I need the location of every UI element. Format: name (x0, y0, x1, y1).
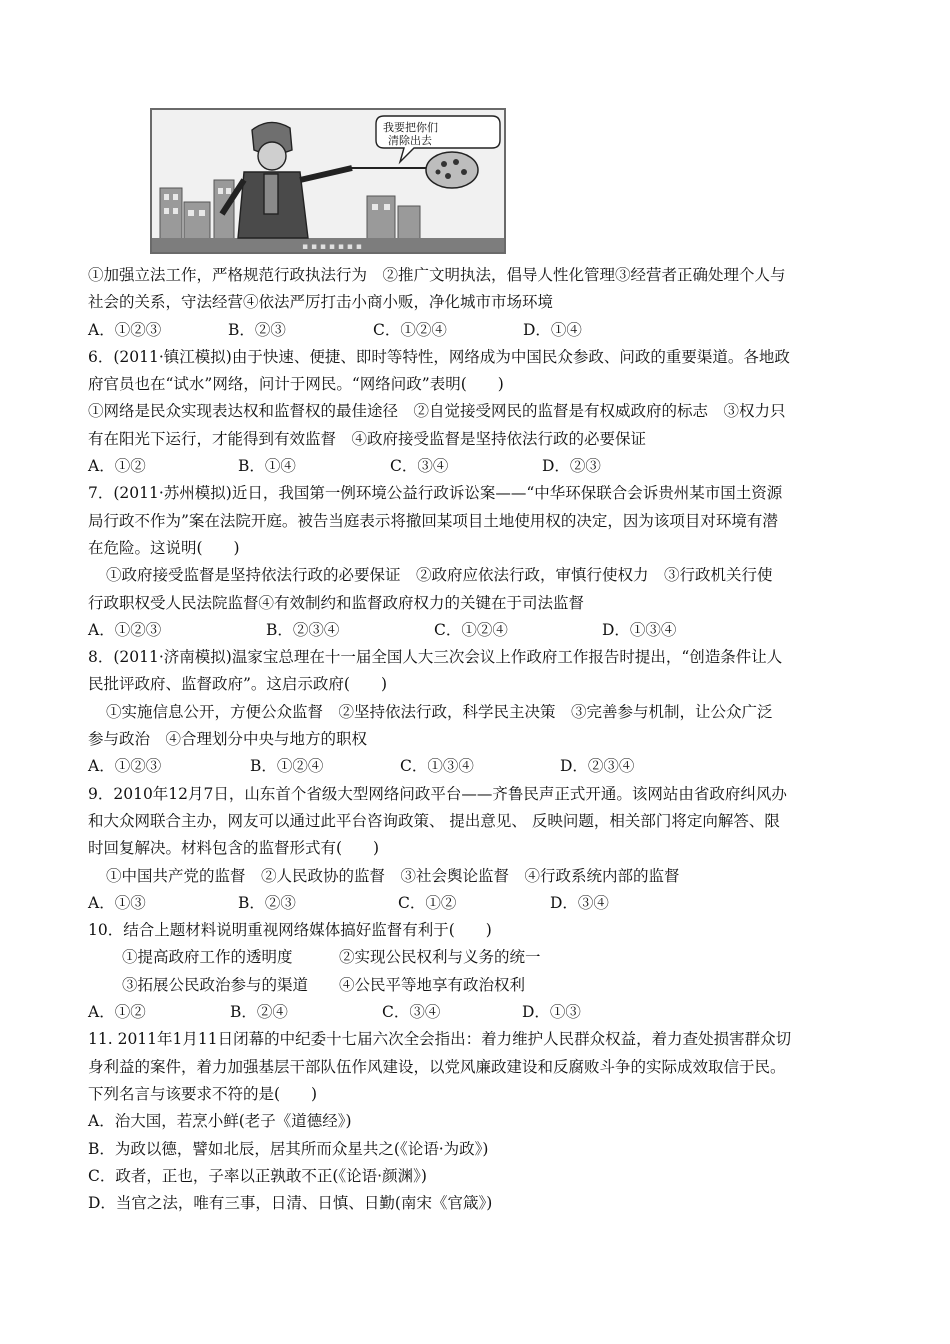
q9-option-b[interactable]: B．②③ (238, 893, 296, 912)
q5-option-a[interactable]: A．①②③ (88, 320, 162, 339)
q11-option-d[interactable]: D．当官之法，唯有三事，日清、日慎、日勤(南宋《官箴》) (88, 1194, 493, 1213)
q11-stem-line: 下列名言与该要求不符的是( ) (88, 1084, 318, 1103)
q9-options (88, 890, 878, 917)
question-content (88, 262, 878, 1217)
bubble-text-line1: 我要把你们 (383, 121, 438, 134)
q7-option-c[interactable]: C．①②④ (434, 620, 508, 639)
q9-option-a[interactable]: A．①③ (88, 893, 146, 912)
bubble-text-line2: 清除出去 (388, 134, 432, 147)
q6-statement-line: ①网络是民众实现表达权和监督权的最佳途径 ②自觉接受网民的监督是有权威政府的标志 ③权力只 (88, 402, 786, 421)
q9-stem-line: 时回复解决。材料包含的监督形式有( ) (88, 839, 380, 858)
q11-stem-line: 11. 2011年1月11日闭幕的中纪委十七届六次全会指出：着力维护人民群众权益，着力查处损害群众切 (88, 1030, 792, 1049)
q6-stem-line: 6．(2011·镇江模拟)由于快速、便捷、即时等特性，网络成为中国民众参政、问政的重要渠道。各地政 (88, 347, 790, 366)
q10-option-a[interactable]: A．①② (88, 1003, 146, 1022)
q7-stem-line: 在危险。这说明( ) (88, 538, 240, 557)
q9-statement-line: ①中国共产党的监督 ②人民政协的监督 ③社会舆论监督 ④行政系统内部的监督 (106, 866, 680, 885)
cartoon-image (150, 108, 506, 254)
q7-stem-line: 7．(2011·苏州模拟)近日，我国第一例环境公益行政诉讼案——“中华环保联合会诉贵州某市国土资源 (88, 484, 783, 503)
q10-stem-line: 10．结合上题材料说明重视网络媒体搞好监督有利于( ) (88, 921, 492, 940)
q9-stem-line: 9．2010年12月7日，山东首个省级大型网络问政平台——齐鲁民声正式开通。该网站由省政府纠风办 (88, 784, 787, 803)
q5-option-b[interactable]: B．②③ (228, 320, 286, 339)
cartoon-illustration (152, 110, 504, 252)
q9-option-c[interactable]: C．①② (398, 893, 457, 912)
q8-statement-line: ①实施信息公开，方便公众监督 ②坚持依法行政，科学民主决策 ③完善参与机制，让公众广泛 (106, 702, 773, 721)
q7-option-a[interactable]: A．①②③ (88, 620, 162, 639)
q6-option-c[interactable]: C．③④ (390, 457, 449, 476)
q11-option-c[interactable]: C．政者，正也，子率以正孰敢不正(《论语·颜渊》) (88, 1166, 427, 1185)
q10-option-d[interactable]: D．①③ (522, 1003, 581, 1022)
q8-option-c[interactable]: C．①③④ (400, 757, 474, 776)
q5-options (88, 317, 878, 344)
q8-stem-line: 8．(2011·济南模拟)温家宝总理在十一届全国人大三次会议上作政府工作报告时提出，“创造条件让人 (88, 648, 783, 667)
q10-statement-line: ③拓展公民政治参与的渠道 ④公民平等地享有政治权利 (122, 975, 526, 994)
q6-option-b[interactable]: B．①④ (238, 457, 296, 476)
q5-option-c[interactable]: C．①②④ (373, 320, 447, 339)
q8-option-d[interactable]: D．②③④ (560, 757, 635, 776)
q7-statement-line: ①政府接受监督是坚持依法行政的必要保证 ②政府应依法行政，审慎行使权力 ③行政机关行使 (106, 566, 773, 585)
q7-stem-line: 局行政不作为”案在法院开庭。被告当庭表示将撤回某项目土地使用权的决定，因为该项目对环境有潜 (88, 511, 778, 530)
q6-options (88, 453, 878, 480)
q8-statement-line: 参与政治 ④合理划分中央与地方的职权 (88, 730, 368, 749)
q8-stem-line: 民批评政府、监督政府”。这启示政府( ) (88, 675, 388, 694)
q5-statement-line: 社会的关系，守法经营④依法严厉打击小商小贩，净化城市市场环境 (88, 293, 554, 312)
q5-statement-line: ①加强立法工作，严格规范行政执法行为 ②推广文明执法，倡导人性化管理③经营者正确处理个人与 (88, 266, 786, 284)
q9-stem-line: 和大众网联合主办，网友可以通过此平台咨询政策、 提出意见、 反映问题，相关部门将定向解答、限 (88, 811, 780, 830)
q6-option-d[interactable]: D．②③ (542, 457, 601, 476)
q10-option-b[interactable]: B．②④ (230, 1003, 288, 1022)
q11-option-b[interactable]: B．为政以德，譬如北辰，居其所而众星共之(《论语·为政》) (88, 1139, 489, 1158)
q11-option-a[interactable]: A．治大国，若烹小鲜(老子《道德经》) (88, 1112, 352, 1131)
q6-statement-line: 有在阳光下运行，才能得到有效监督 ④政府接受监督是坚持依法行政的必要保证 (88, 429, 647, 448)
q11-stem-line: 身利益的案件，着力加强基层干部队伍作风建设，以党风廉政建设和反腐败斗争的实际成效取信于民。 (88, 1057, 786, 1076)
q7-option-d[interactable]: D．①③④ (602, 620, 677, 639)
q9-option-d[interactable]: D．③④ (550, 893, 609, 912)
q8-option-b[interactable]: B．①②④ (250, 757, 324, 776)
q7-statement-line: 行政职权受人民法院监督④有效制约和监督政府权力的关键在于司法监督 (88, 593, 585, 612)
svg-text:▪ ▪ ▪ ▪ ▪ ▪ ▪: ▪ ▪ ▪ ▪ ▪ ▪ ▪ (302, 242, 362, 252)
q6-stem-line: 府官员也在“试水”网络，问计于网民。“网络问政”表明( ) (88, 375, 504, 394)
q10-option-c[interactable]: C．③④ (382, 1003, 441, 1022)
q8-options (88, 753, 878, 780)
q8-option-a[interactable]: A．①②③ (88, 757, 162, 776)
q10-options (88, 999, 878, 1026)
q7-option-b[interactable]: B．②③④ (266, 620, 340, 639)
q10-statement-line: ①提高政府工作的透明度 ②实现公民权利与义务的统一 (122, 948, 541, 967)
q5-option-d[interactable]: D．①④ (523, 320, 582, 339)
q7-options (88, 617, 878, 644)
q6-option-a[interactable]: A．①② (88, 457, 146, 476)
